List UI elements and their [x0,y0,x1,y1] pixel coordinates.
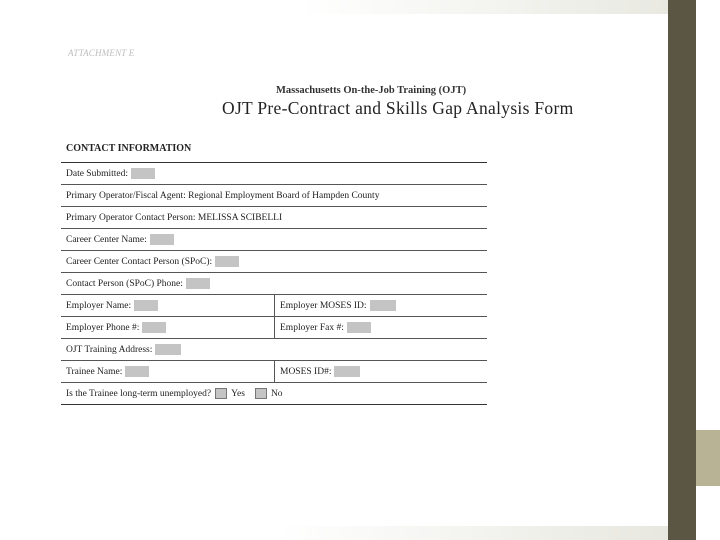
employer-moses-id-label: Employer MOSES ID: [280,300,367,311]
moses-id-label: MOSES ID#: [280,366,332,377]
career-center-name-field[interactable] [150,234,174,245]
slide-side-panel-bottom [696,486,720,540]
training-address-label: OJT Training Address: [66,344,153,355]
employer-fax-label: Employer Fax #: [280,322,344,333]
employer-name-cell [61,295,275,316]
contact-phone-field[interactable] [186,278,210,289]
slide-side-accent [696,430,720,486]
moses-id-field[interactable] [334,366,360,377]
document-page [0,14,668,526]
form-row [61,361,487,383]
employer-phone-label: Employer Phone #: [66,322,140,333]
moses-id-cell [275,361,360,382]
date-submitted-cell [61,163,155,184]
long-term-unemployed-cell [61,383,283,404]
form-row [61,229,487,251]
yes-checkbox[interactable] [215,388,227,399]
career-center-name-label: Career Center Name: [66,234,147,245]
attachment-label: ATTACHMENT E [68,48,135,58]
form-row [61,339,487,361]
form-row [61,317,487,339]
contact-information-form [61,162,487,405]
contact-person-cell [61,207,282,228]
employer-moses-id-field[interactable] [370,300,396,311]
employer-fax-field[interactable] [347,322,371,333]
employer-phone-cell [61,317,275,338]
fiscal-agent-text: Primary Operator/Fiscal Agent: Regional Employment Board of Hampden County [66,190,380,201]
training-address-cell [61,339,181,360]
form-row [61,273,487,295]
employer-fax-cell [275,317,371,338]
no-label: No [270,388,283,399]
employer-name-field[interactable] [134,300,158,311]
trainee-name-field[interactable] [125,366,149,377]
career-center-contact-field[interactable] [215,256,239,267]
date-submitted-label: Date Submitted: [66,168,129,179]
contact-person-text: Primary Operator Contact Person: MELISSA SCIBELLI [66,212,283,223]
employer-moses-id-cell [275,295,396,316]
long-term-unemployed-question: Is the Trainee long-term unemployed? [66,388,212,399]
form-row [61,163,487,185]
trainee-name-label: Trainee Name: [66,366,123,377]
top-gradient-band [0,0,668,14]
form-row [61,295,487,317]
form-row [61,207,487,229]
employer-phone-field[interactable] [142,322,166,333]
form-title: OJT Pre-Contract and Skills Gap Analysis Form [222,98,574,118]
form-subtitle: Massachusetts On-the-Job Training (OJT) [276,85,467,96]
career-center-contact-cell [61,251,239,272]
employer-name-label: Employer Name: [66,300,132,311]
trainee-name-cell [61,361,275,382]
section-heading: CONTACT INFORMATION [66,143,192,154]
career-center-name-cell [61,229,174,250]
no-checkbox[interactable] [255,388,267,399]
form-row [61,251,487,273]
date-submitted-field[interactable] [131,168,155,179]
slide-side-bar [668,0,696,540]
form-row [61,185,487,207]
contact-phone-cell [61,273,210,294]
contact-phone-label: Contact Person (SPoC) Phone: [66,278,183,289]
training-address-field[interactable] [155,344,181,355]
form-row [61,383,487,404]
fiscal-agent-cell [61,185,379,206]
bottom-gradient-band [0,526,696,540]
career-center-contact-label: Career Center Contact Person (SPoC): [66,256,213,267]
yes-label: Yes [231,388,245,399]
